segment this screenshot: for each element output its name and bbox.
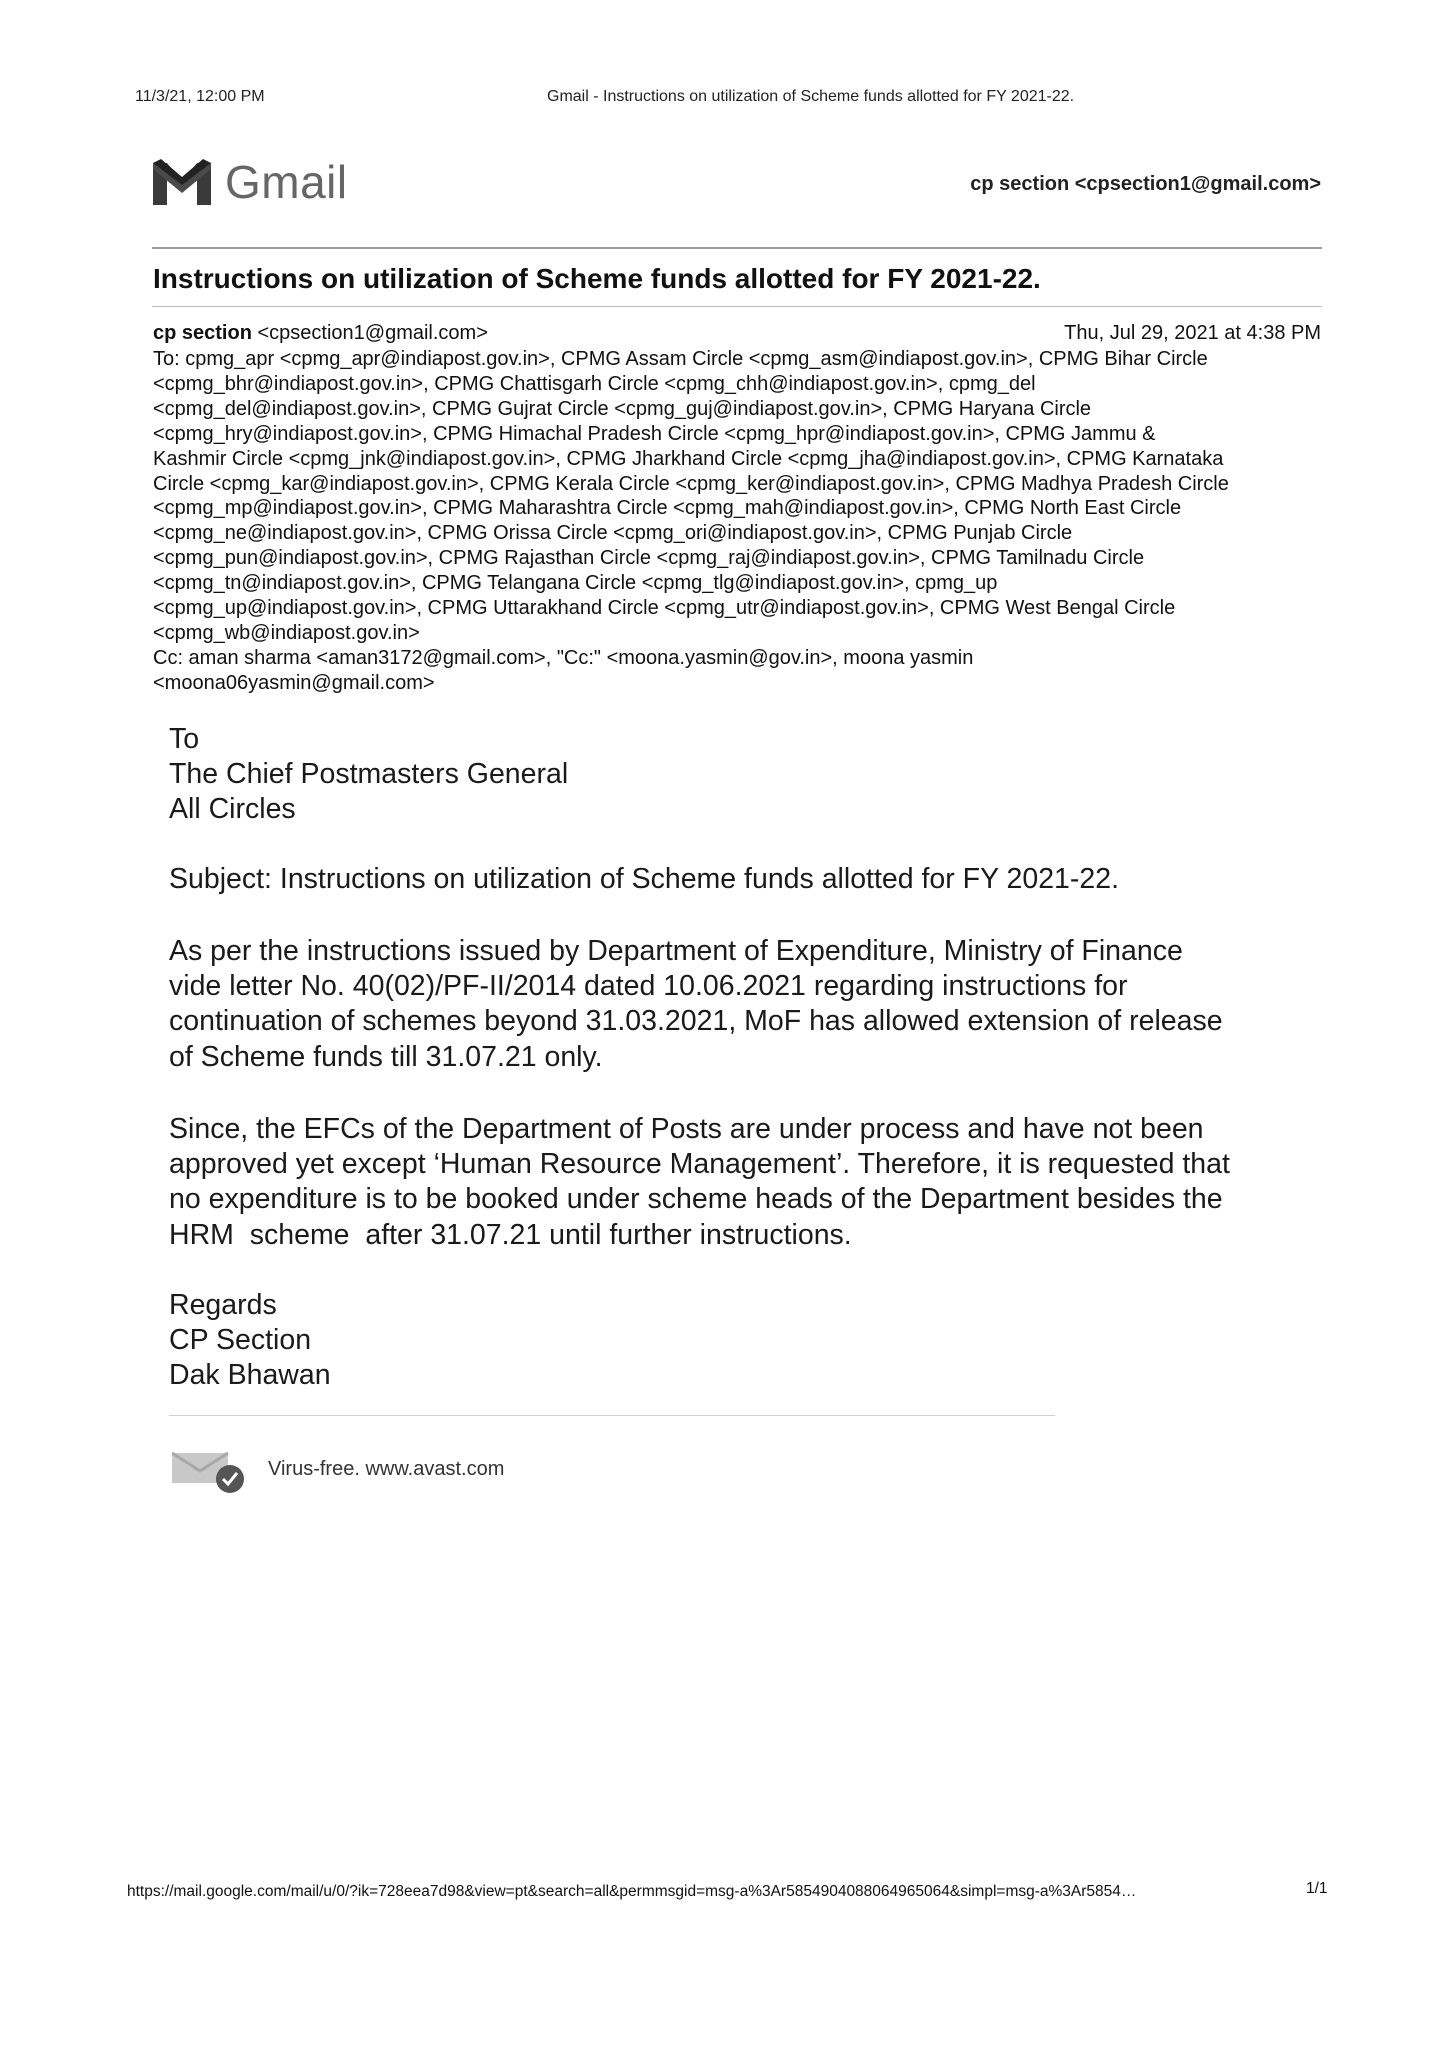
body-line: Since, the EFCs of the Department of Posts are under process and have not been	[169, 1113, 1204, 1145]
body-paragraph-2	[169, 1112, 1319, 1253]
recipient-line: <cpmg_tn@indiapost.gov.in>, CPMG Telangana Circle <cpmg_tlg@indiapost.gov.in>, cpmg_up	[153, 572, 998, 595]
recipient-line: Kashmir Circle <cpmg_jnk@indiapost.gov.in>, CPMG Jharkhand Circle <cpmg_jha@indiapost.gov.in>, CPMG Karnataka	[153, 447, 1224, 470]
recipient-line: <cpmg_ne@indiapost.gov.in>, CPMG Orissa Circle <cpmg_ori@indiapost.gov.in>, CPMG Punjab Circle	[153, 522, 1073, 545]
avast-mail-check-icon	[172, 1445, 246, 1500]
avast-link[interactable]: Virus-free. www.avast.com	[268, 1458, 505, 1480]
print-footer-url: https://mail.google.com/mail/u/0/?ik=728eea7d98&view=pt&search=all&permmsgid=msg-a%3Ar5854904088064965064&simpl=msg-a%3Ar5854…	[127, 1883, 1137, 1900]
body-paragraph-1	[169, 934, 1319, 1075]
recipient-line: <cpmg_pun@indiapost.gov.in>, CPMG Rajasthan Circle <cpmg_raj@indiapost.gov.in>, CPMG Tamilnadu Circle	[153, 547, 1145, 570]
body-line: continuation of schemes beyond 31.03.2021, MoF has allowed extension of release	[169, 1005, 1223, 1038]
body-line: no expenditure is to be booked under scheme heads of the Department besides the	[169, 1183, 1223, 1216]
signature-line: Dak Bhawan	[169, 1359, 331, 1392]
sender-line	[153, 322, 488, 345]
gmail-logo	[153, 155, 348, 209]
account-email: cp section <cpsection1@gmail.com>	[970, 173, 1321, 195]
signature-block	[169, 1288, 331, 1394]
addressee-block	[169, 722, 568, 828]
recipient-list	[153, 347, 1328, 696]
print-datetime: 11/3/21, 12:00 PM	[135, 88, 265, 105]
recipient-line: <cpmg_del@indiapost.gov.in>, CPMG Gujrat Circle <cpmg_guj@indiapost.gov.in>, CPMG Haryana Circle	[153, 397, 1092, 420]
recipient-line: <cpmg_hry@indiapost.gov.in>, CPMG Himachal Pradesh Circle <cpmg_hpr@indiapost.gov.in>, CPMG Jammu &	[153, 422, 1156, 445]
recipient-line: <cpmg_bhr@indiapost.gov.in>, CPMG Chattisgarh Circle <cpmg_chh@indiapost.gov.in>, cpmg_del	[153, 372, 1036, 395]
email-subject-heading: Instructions on utilization of Scheme funds allotted for FY 2021-22.	[153, 263, 1041, 294]
recipient-line: <cpmg_mp@indiapost.gov.in>, CPMG Maharashtra Circle <cpmg_mah@indiapost.gov.in>, CPMG North East Circle	[153, 497, 1182, 520]
body-line: vide letter No. 40(02)/PF-II/2014 dated 10.06.2021 regarding instructions for	[169, 970, 1128, 1003]
signature-line: Regards	[169, 1289, 277, 1321]
body-subject-line: Subject: Instructions on utilization of Scheme funds allotted for FY 2021-22.	[169, 863, 1120, 895]
recipient-line: Circle <cpmg_kar@indiapost.gov.in>, CPMG Kerala Circle <cpmg_ker@indiapost.gov.in>, CPMG Madhya Pradesh Circle	[153, 472, 1229, 495]
recipient-line: <cpmg_wb@indiapost.gov.in>	[153, 621, 420, 644]
signature-line: CP Section	[169, 1324, 312, 1357]
recipient-line: <cpmg_up@indiapost.gov.in>, CPMG Uttarakhand Circle <cpmg_utr@indiapost.gov.in>, CPMG West Bengal Circle	[153, 597, 1176, 620]
subject-divider	[152, 306, 1322, 307]
cc-line: <moona06yasmin@gmail.com>	[153, 671, 435, 694]
sent-date: Thu, Jul 29, 2021 at 4:38 PM	[1064, 322, 1321, 344]
cc-line: Cc: aman sharma <aman3172@gmail.com>, "Cc:" <moona.yasmin@gov.in>, moona yasmin	[153, 646, 974, 669]
body-line: As per the instructions issued by Department of Expenditure, Ministry of Finance	[169, 935, 1183, 967]
header-divider	[152, 247, 1322, 249]
sender-name: cp section	[153, 322, 252, 344]
body-line: HRM scheme after 31.07.21 until further instructions.	[169, 1218, 852, 1251]
body-line: To	[169, 723, 200, 755]
print-page-number: 1/1	[1306, 1880, 1328, 1897]
body-line: approved yet except ‘Human Resource Management’. Therefore, it is requested that	[169, 1148, 1230, 1181]
signature-divider	[169, 1415, 1055, 1416]
gmail-wordmark: Gmail	[225, 156, 348, 208]
recipient-line: To: cpmg_apr <cpmg_apr@indiapost.gov.in>, CPMG Assam Circle <cpmg_asm@indiapost.gov.in>, CPMG Bihar Circle	[153, 348, 1208, 370]
gmail-m-icon	[153, 159, 211, 205]
print-page-title: Gmail - Instructions on utilization of Scheme funds allotted for FY 2021-22.	[547, 88, 1075, 105]
body-line: All Circles	[169, 793, 296, 826]
body-line: of Scheme funds till 31.07.21 only.	[169, 1040, 603, 1073]
sender-email: <cpsection1@gmail.com>	[257, 322, 488, 344]
body-line: The Chief Postmasters General	[169, 758, 569, 791]
